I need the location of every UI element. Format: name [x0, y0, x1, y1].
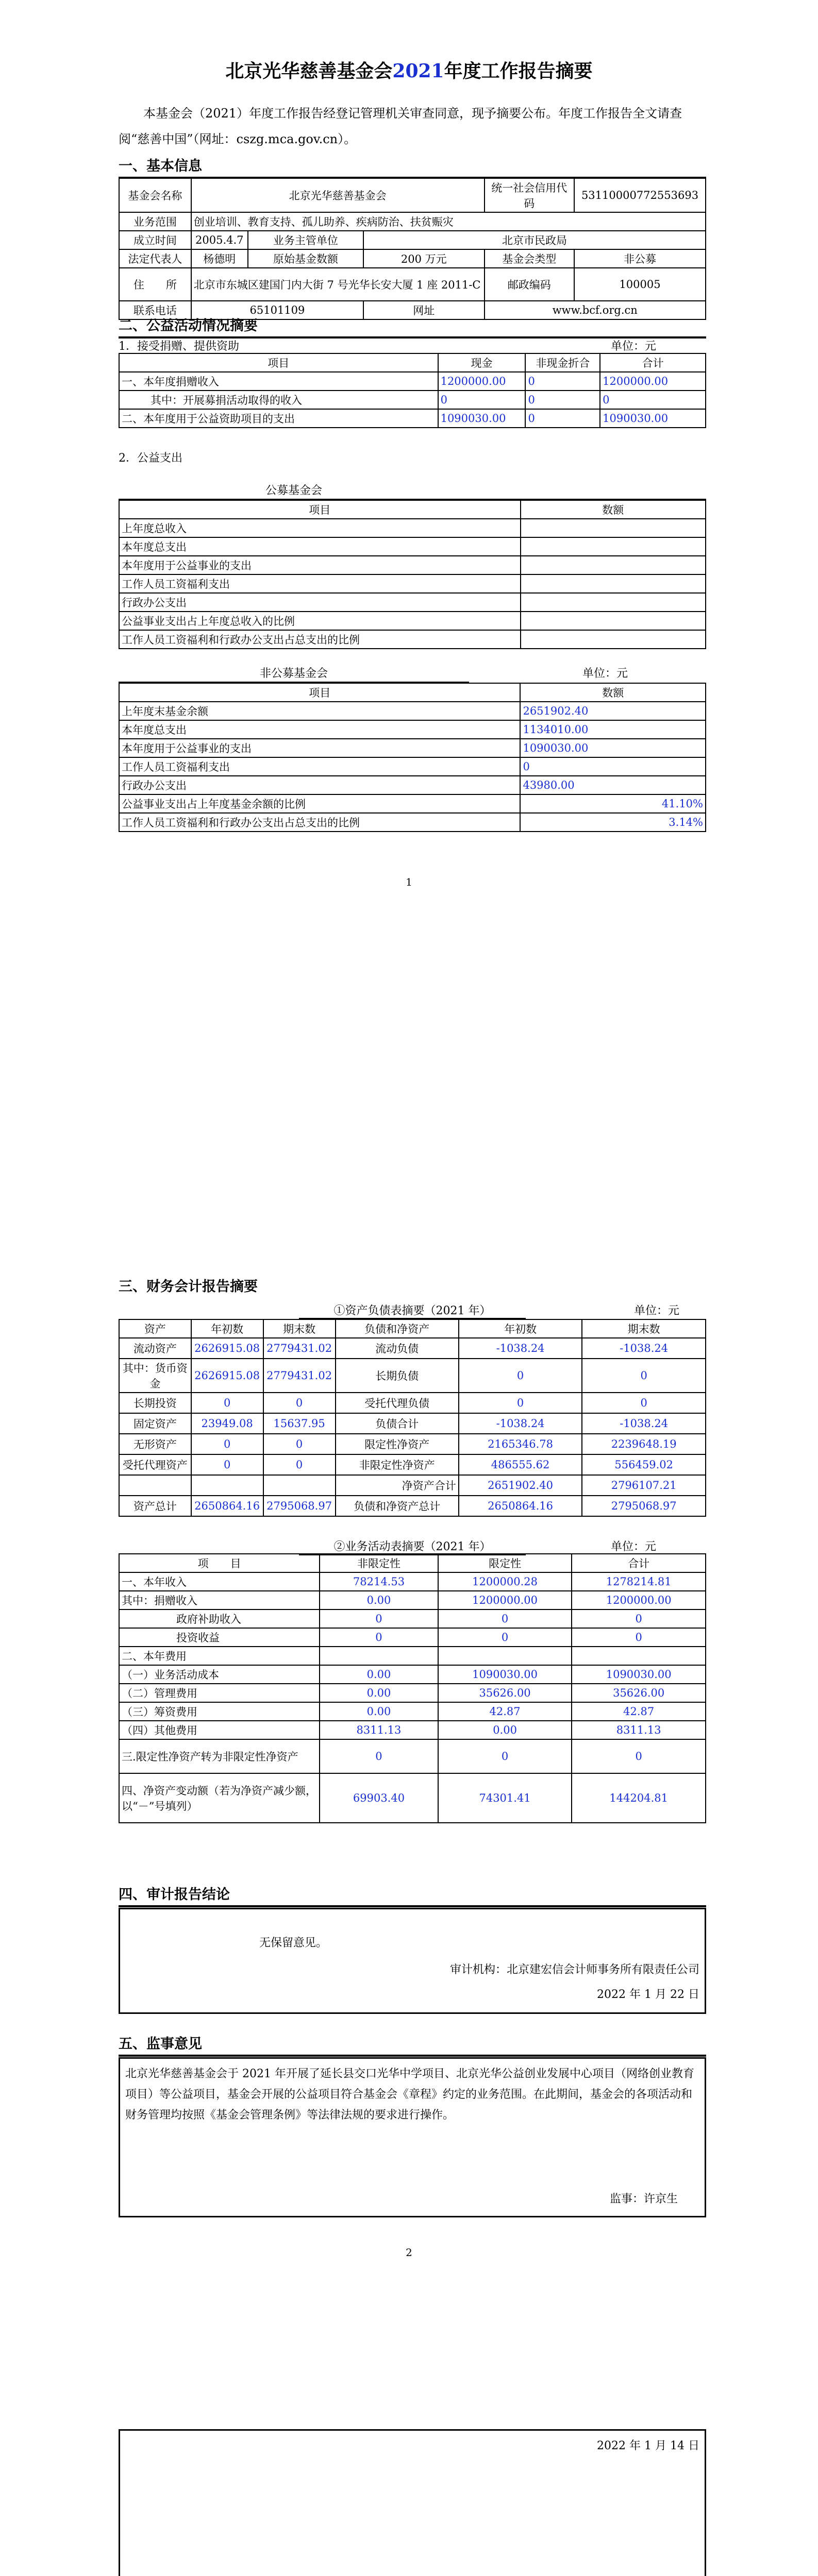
cell-value [521, 593, 706, 612]
audit-date: 2022 年 1 月 22 日 [597, 1988, 699, 2001]
row-label: 无形资产 [119, 1434, 191, 1454]
private-expense-table [119, 683, 706, 832]
public-expense-table [119, 500, 706, 649]
cell-value: 74301.41 [438, 1773, 572, 1823]
table-row [119, 1393, 706, 1413]
address: 北京市东城区建国门内大街 7 号光华长安大厦 1 座 2011-C [191, 268, 485, 301]
cell-value: 2651902.40 [459, 1475, 582, 1496]
cell-value: 8311.13 [572, 1721, 706, 1739]
table-row [119, 409, 706, 428]
table-row [119, 1359, 706, 1393]
row-label: 其中：捐赠收入 [119, 1591, 320, 1609]
cell-value: 556459.02 [582, 1454, 706, 1475]
section-financial-report: 三、财务会计报告摘要 [119, 1279, 258, 1295]
cell-value: 1090030.00 [438, 409, 526, 428]
cell-value: 2650864.16 [459, 1496, 582, 1516]
cell-value: -1038.24 [582, 1413, 706, 1434]
row-label: 上年度总收入 [119, 519, 521, 537]
private-foundation-title: 非公募基金会 [119, 665, 469, 683]
cell-value: -1038.24 [459, 1413, 582, 1434]
table-row [119, 1413, 706, 1434]
credit-code: 53110000772553693 [574, 178, 706, 212]
supervisor-date: 2022 年 1 月 14 日 [597, 2439, 699, 2452]
header-cell: 年初数 [459, 1319, 582, 1338]
row-label: 本年度总支出 [119, 537, 521, 556]
balance-sheet-table [119, 1319, 706, 1517]
row-label: 一、本年度捐赠收入 [119, 372, 438, 391]
cell-value: 1200000.28 [438, 1572, 572, 1591]
cell-value: 23949.08 [191, 1413, 263, 1434]
table-row [119, 556, 706, 574]
cell-value: 0 [438, 1739, 572, 1773]
cell-value: 2795068.97 [582, 1496, 706, 1516]
row-label: 受托代理资产 [119, 1454, 191, 1475]
cell-value: 2651902.40 [520, 702, 706, 720]
cell-value: 2650864.16 [191, 1496, 263, 1516]
table-row [119, 1739, 706, 1773]
cell-value [521, 537, 706, 556]
row-label: 非限定性净资产 [336, 1454, 459, 1475]
row-label: 固定资产 [119, 1413, 191, 1434]
table-row [119, 1319, 706, 1338]
row-label: 政府补助收入 [119, 1609, 320, 1628]
cell-value [572, 1647, 706, 1665]
cell-value: 1090030.00 [438, 1665, 572, 1684]
cell-value: 42.87 [572, 1702, 706, 1721]
header-cell: 项目 [119, 683, 520, 702]
header-cell: 期末数 [263, 1319, 336, 1338]
header-cell: 资产 [119, 1319, 191, 1338]
original-fund: 200 万元 [363, 249, 484, 268]
foundation-type: 非公募 [574, 249, 706, 268]
supervisor-box-continued [119, 2429, 706, 2576]
table-row [119, 794, 706, 813]
page-title: 北京光华慈善基金会2021年度工作报告摘要 [225, 60, 593, 82]
cell-value: 1278214.81 [572, 1572, 706, 1591]
zip-label: 邮政编码 [485, 268, 575, 301]
cell-value: 2239648.19 [582, 1434, 706, 1454]
cell-value: 0 [438, 1609, 572, 1628]
cell-value: 0.00 [320, 1591, 438, 1609]
table-row [119, 1554, 706, 1572]
cell-value: 41.10% [520, 794, 706, 813]
activity-statement-table [119, 1553, 706, 1823]
cell-value [438, 1647, 572, 1665]
website: www.bcf.org.cn [485, 301, 706, 319]
row-label: （二）管理费用 [119, 1684, 320, 1702]
cell-value: -1038.24 [459, 1338, 582, 1359]
cell-value: 2165346.78 [459, 1434, 582, 1454]
cell-value: 0 [320, 1628, 438, 1647]
cell-value: 0 [525, 372, 600, 391]
cell-value: 8311.13 [320, 1721, 438, 1739]
table-row [119, 1702, 706, 1721]
table-row [119, 519, 706, 537]
cell-value [263, 1475, 336, 1496]
cell-value: 0 [438, 391, 526, 409]
cell-value [521, 574, 706, 593]
cell-value: 0 [600, 391, 706, 409]
row-label: 负债合计 [336, 1413, 459, 1434]
cell-value: 144204.81 [572, 1773, 706, 1823]
header-cell: 合计 [572, 1554, 706, 1572]
table-row [119, 1434, 706, 1454]
activity-statement-title: ②业务活动表摘要（2021 年） [299, 1538, 526, 1555]
row-label [119, 1475, 191, 1496]
row-label: 受托代理负债 [336, 1393, 459, 1413]
cell-value: 0 [263, 1454, 336, 1475]
table-row [119, 720, 706, 739]
table-row [119, 372, 706, 391]
table-row [119, 813, 706, 832]
row-label: 工作人员工资福利和行政办公支出占总支出的比例 [119, 630, 521, 649]
cell-value: 2626915.08 [191, 1359, 263, 1393]
addr-label: 住 所 [119, 268, 191, 301]
table-row [119, 1628, 706, 1647]
row-label: 行政办公支出 [119, 776, 520, 794]
balance-sheet-title: ①资产负债表摘要（2021 年） [299, 1302, 526, 1319]
telephone: 65101109 [191, 301, 363, 319]
cell-value: 0.00 [320, 1684, 438, 1702]
table-header-row [119, 353, 706, 372]
row-label: 二、本年度用于公益资助项目的支出 [119, 409, 438, 428]
row-label: 负债和净资产总计 [336, 1496, 459, 1516]
row-label: 工作人员工资福利支出 [119, 757, 520, 776]
supervisor-opinion: 北京光华慈善基金会于 2021 年开展了延长县交口光华中学项目、北京光华公益创业发展中心项目（网络创业教育项目）等公益项目，基金会开展的公益项目符合基金会《章程》约定的业务范围。在此期间，基金会的各项活动和财务管理均按照《基金会管理条例》等法律法规的要求进行操作。 [125, 2067, 694, 2122]
audit-opinion: 无保留意见。 [259, 1937, 328, 1950]
row-label: 一、本年收入 [119, 1572, 320, 1591]
header-cell: 非限定性 [320, 1554, 438, 1572]
cell-value: 1200000.00 [572, 1591, 706, 1609]
row-label: 工作人员工资福利支出 [119, 574, 521, 593]
cell-value [521, 519, 706, 537]
cell-value: 0 [572, 1609, 706, 1628]
table-row [119, 574, 706, 593]
cell-value: 0 [459, 1359, 582, 1393]
authority-label: 业务主管单位 [248, 231, 363, 249]
table-row [119, 500, 706, 519]
row-label: 其中：开展募捐活动取得的收入 [119, 391, 438, 409]
cell-value: 1200000.00 [438, 372, 526, 391]
row-label: 工作人员工资福利和行政办公支出占总支出的比例 [119, 813, 520, 832]
row-label: 净资产合计 [336, 1475, 459, 1496]
cell-value: 0 [263, 1393, 336, 1413]
cell-value: 0.00 [320, 1665, 438, 1684]
cell-value: 35626.00 [438, 1684, 572, 1702]
cell-value: 15637.95 [263, 1413, 336, 1434]
cell-value: 0 [263, 1434, 336, 1454]
header-cell: 项 目 [119, 1554, 320, 1572]
web-label: 网址 [363, 301, 484, 319]
header-cell: 数额 [520, 683, 706, 702]
cell-value: 69903.40 [320, 1773, 438, 1823]
row-label: 投资收益 [119, 1628, 320, 1647]
org-name: 北京光华慈善基金会 [191, 178, 485, 212]
cell-value: 0 [525, 409, 600, 428]
table-row [119, 1684, 706, 1702]
cell-value: 2626915.08 [191, 1338, 263, 1359]
row-label: 流动资产 [119, 1338, 191, 1359]
type-label: 基金会类型 [485, 249, 575, 268]
row-label: 二、本年费用 [119, 1647, 320, 1665]
cell-value: 2795068.97 [263, 1496, 336, 1516]
scope-label: 业务范围 [119, 212, 191, 231]
table-row [119, 537, 706, 556]
zip-code: 100005 [574, 268, 706, 301]
cell-value [191, 1475, 263, 1496]
page-number: 2 [406, 2246, 412, 2259]
cell-value: 3.14% [520, 813, 706, 832]
cell-value [521, 630, 706, 649]
table-row [119, 739, 706, 757]
cell-value: 35626.00 [572, 1684, 706, 1702]
table-row [119, 630, 706, 649]
code-label: 统一社会信用代码 [485, 178, 575, 212]
cell-value: 0 [525, 391, 600, 409]
cell-value [521, 612, 706, 630]
table-row [119, 1496, 706, 1516]
table-row [119, 1475, 706, 1496]
header-cell: 现金 [438, 353, 526, 372]
page-number: 1 [406, 876, 412, 888]
cell-value: 0 [459, 1393, 582, 1413]
header-cell: 项目 [119, 353, 438, 372]
header-cell: 负债和净资产 [336, 1319, 459, 1338]
row-label: 流动负债 [336, 1338, 459, 1359]
header-cell: 项目 [119, 500, 521, 519]
section-basic-info: 一、基本信息 [119, 155, 706, 179]
founding-date: 2005.4.7 [191, 231, 248, 249]
cell-value: 1200000.00 [438, 1591, 572, 1609]
cell-value: 42.87 [438, 1702, 572, 1721]
cell-value: 486555.62 [459, 1454, 582, 1475]
row-label: 其中：货币资金 [119, 1359, 191, 1393]
header-cell: 合计 [600, 353, 706, 372]
table-row [119, 1454, 706, 1475]
row-label: 本年度用于公益事业的支出 [119, 556, 521, 574]
row-label: 上年度末基金余额 [119, 702, 520, 720]
audit-firm: 审计机构：北京建宏信会计师事务所有限责任公司 [449, 1963, 699, 1976]
table-row [119, 1647, 706, 1665]
fund-label: 原始基金数额 [248, 249, 363, 268]
table-row [119, 1665, 706, 1684]
cell-value: 43980.00 [520, 776, 706, 794]
authority: 北京市民政局 [363, 231, 706, 249]
cell-value: 0 [191, 1393, 263, 1413]
cell-value: 1090030.00 [520, 739, 706, 757]
table-row [119, 757, 706, 776]
row-label: 公益事业支出占上年度基金余额的比例 [119, 794, 520, 813]
basic-info-table [119, 178, 706, 320]
cell-value: 0 [320, 1609, 438, 1628]
row-label: 限定性净资产 [336, 1434, 459, 1454]
cell-value [320, 1647, 438, 1665]
table-row [119, 776, 706, 794]
donation-unit: 单位：元 [611, 340, 657, 353]
row-label: （一）业务活动成本 [119, 1665, 320, 1684]
name-label: 基金会名称 [119, 178, 191, 212]
section-audit: 四、审计报告结论 [119, 1883, 706, 1907]
legal-rep: 杨德明 [191, 249, 248, 268]
section-activity-summary: 二、公益活动情况摘要 [119, 314, 706, 338]
row-label: 公益事业支出占上年度总收入的比例 [119, 612, 521, 630]
tel-label: 联系电话 [119, 301, 191, 319]
row-label: 本年度总支出 [119, 720, 520, 739]
cell-value: -1038.24 [582, 1338, 706, 1359]
cell-value: 1090030.00 [600, 409, 706, 428]
table-row [119, 593, 706, 612]
expense-subtitle: 2．公益支出 [119, 452, 182, 465]
row-label: （四）其他费用 [119, 1721, 320, 1739]
supervisor-box [119, 2057, 706, 2217]
header-cell: 期末数 [582, 1319, 706, 1338]
business-scope: 创业培训、教育支持、孤儿助养、疾病防治、扶贫赈灾 [191, 212, 706, 231]
expense-unit: 单位：元 [582, 667, 628, 680]
balance-unit: 单位：元 [634, 1304, 680, 1317]
row-label: 四、净资产变动额（若为净资产减少额，以“－”号填列） [119, 1773, 320, 1823]
rep-label: 法定代表人 [119, 249, 191, 268]
cell-value: 1134010.00 [520, 720, 706, 739]
table-row [119, 1609, 706, 1628]
table-row [119, 683, 706, 702]
intro-paragraph: 本基金会（2021）年度工作报告经登记管理机关审查同意，现予摘要公布。年度工作报告全文请查阅“慈善中国”（网址：cszg.mca.gov.cn）。 [119, 106, 682, 146]
public-foundation-title: 公募基金会 [119, 482, 469, 500]
cell-value: 0 [191, 1454, 263, 1475]
row-label: 本年度用于公益事业的支出 [119, 739, 520, 757]
cell-value: 0 [520, 757, 706, 776]
table-row [119, 612, 706, 630]
table-row [119, 1572, 706, 1591]
header-cell: 非现金折合 [525, 353, 600, 372]
cell-value: 0 [572, 1628, 706, 1647]
row-label: 长期投资 [119, 1393, 191, 1413]
cell-value: 0.00 [320, 1702, 438, 1721]
cell-value: 2796107.21 [582, 1475, 706, 1496]
cell-value: 2779431.02 [263, 1338, 336, 1359]
section-supervisor: 五、监事意见 [119, 2032, 706, 2057]
cell-value: 1090030.00 [572, 1665, 706, 1684]
donation-table [119, 353, 706, 428]
cell-value: 0 [582, 1359, 706, 1393]
row-label: 长期负债 [336, 1359, 459, 1393]
cell-value: 1200000.00 [600, 372, 706, 391]
header-cell: 限定性 [438, 1554, 572, 1572]
row-label: 三.限定性净资产转为非限定性净资产 [119, 1739, 320, 1773]
table-row [119, 702, 706, 720]
cell-value: 0 [191, 1434, 263, 1454]
cell-value [521, 556, 706, 574]
cell-value: 2779431.02 [263, 1359, 336, 1393]
donation-subtitle: 1．接受捐赠、提供资助 [119, 340, 239, 353]
row-label: （三）筹资费用 [119, 1702, 320, 1721]
cell-value: 0 [582, 1393, 706, 1413]
date-label: 成立时间 [119, 231, 191, 249]
cell-value: 0 [572, 1739, 706, 1773]
cell-value: 0.00 [438, 1721, 572, 1739]
row-label: 资产总计 [119, 1496, 191, 1516]
cell-value: 0 [320, 1739, 438, 1773]
header-cell: 数额 [521, 500, 706, 519]
table-row [119, 1591, 706, 1609]
supervisor-signature: 监事：许京生 [610, 2193, 678, 2206]
cell-value: 78214.53 [320, 1572, 438, 1591]
table-row [119, 1721, 706, 1739]
table-row [119, 1773, 706, 1823]
activity-unit: 单位：元 [611, 1540, 657, 1553]
table-row [119, 1338, 706, 1359]
header-cell: 年初数 [191, 1319, 263, 1338]
cell-value: 0 [438, 1628, 572, 1647]
audit-box [119, 1908, 706, 2014]
row-label: 行政办公支出 [119, 593, 521, 612]
table-row [119, 391, 706, 409]
